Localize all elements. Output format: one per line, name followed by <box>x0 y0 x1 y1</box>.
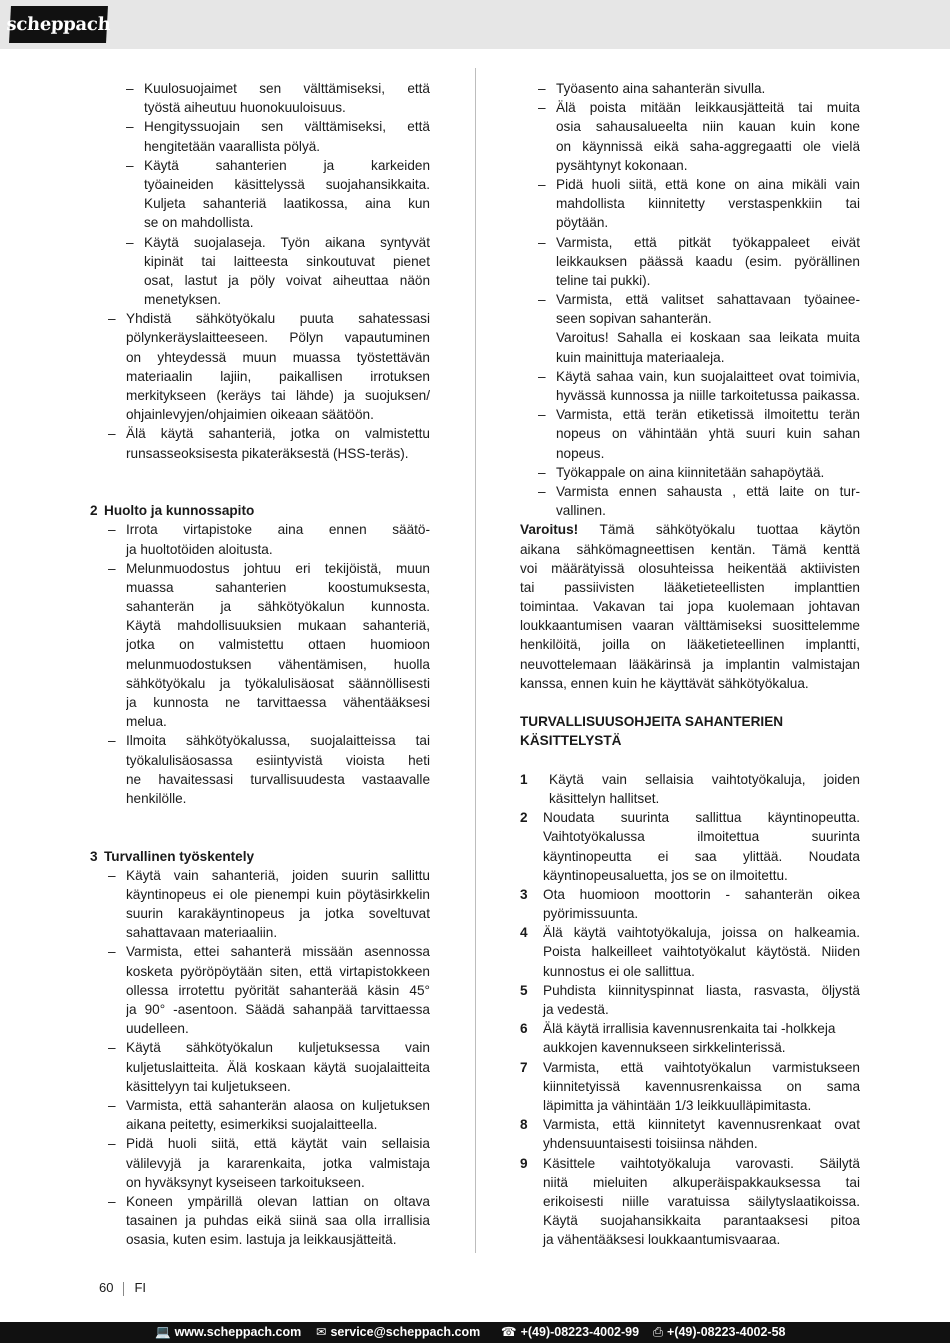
text-line <box>520 386 860 405</box>
text-line <box>520 252 860 271</box>
bullet-dash: – <box>108 522 116 538</box>
text-line <box>90 1154 430 1173</box>
text-line <box>520 1096 860 1115</box>
paragraph-text: Irrota virtapistoke aina ennen säätö- <box>126 522 430 538</box>
text-line <box>90 137 430 156</box>
text-line <box>520 175 860 194</box>
text-line <box>520 1211 860 1230</box>
text-line <box>520 942 860 961</box>
bullet-dash: – <box>108 733 116 749</box>
text-line <box>520 1173 860 1192</box>
website-link[interactable]: 💻 www.scheppach.com <box>155 1322 301 1343</box>
paragraph-text: Työkappale on aina kiinnitetään sahapöytää. <box>556 464 825 480</box>
paragraph-text: sahattavaan materiaaliin. <box>126 925 278 941</box>
paragraph-text: Varmista, ettei sahanterä missään asennossa <box>126 944 430 960</box>
paragraph-text: Varmista, että valitset sahattavaan työainee- <box>556 292 860 308</box>
text-line <box>90 1000 430 1019</box>
bullet-dash: – <box>108 867 116 883</box>
paragraph-text: Pidä huoli siitä, että kone on aina mikäli vain <box>556 176 860 192</box>
paragraph-text: työstä aiheutuu huonokuuloisuus. <box>144 100 346 116</box>
paragraph-text: läpimitta ja vähintään 1/3 leikkuulläpimitasta. <box>543 1097 812 1113</box>
text-line <box>520 233 860 252</box>
paragraph-text: loukkaantumisen vaaran välttämiseksi suosittelemme <box>520 618 860 634</box>
bullet-dash: – <box>108 311 116 327</box>
header-bar <box>0 0 950 49</box>
spacer <box>90 463 430 482</box>
spacer <box>90 482 430 501</box>
text-line <box>90 1211 430 1230</box>
paragraph-text: Käsittele vaihtotyökaluja varovasti. Säilytä <box>543 1155 860 1171</box>
text-line <box>90 444 430 463</box>
text-line <box>520 1154 860 1173</box>
paragraph-text: Älä poista mitään leikkausjätteitä tai muita <box>556 100 860 116</box>
paragraph-text: välilevyjä ja kararenkaita, jotka valmistaja <box>126 1155 430 1171</box>
text-line <box>520 137 860 156</box>
text-line <box>90 328 430 347</box>
text-line <box>90 616 430 635</box>
paragraph-text: pöytään. <box>556 215 609 231</box>
text-line <box>520 328 860 347</box>
paragraph-text: kuljetuslaitteita. Älä koskaan käytä suojalaitteita <box>126 1059 430 1075</box>
paragraph-text: Melunmuodostus johtuu eri tekijöistä, muun <box>126 560 430 576</box>
text-line <box>520 290 860 309</box>
text-line <box>520 904 860 923</box>
bullet-dash: – <box>538 292 546 308</box>
paragraph-text: pysähtynyt kokonaan. <box>556 157 688 173</box>
paragraph-text: ja vedestä. <box>543 1002 609 1017</box>
paragraph-text: Käytä suojahansikkaita parantaaksesi pitoa <box>543 1213 860 1229</box>
paragraph-text: neuvottelemaan lääkärinsä ja implantin valmistajan <box>520 656 860 672</box>
text-line <box>520 1077 860 1096</box>
bullet-dash: – <box>108 1193 116 1209</box>
text-line <box>90 348 430 367</box>
paragraph-text: seen sopivan sahanterän. <box>556 311 712 327</box>
paragraph-text: Varmista, että kiinnitetyt kavennusrenkaat ovat <box>543 1117 860 1133</box>
text-line <box>90 1058 430 1077</box>
text-line <box>520 463 860 482</box>
list-number: 1 <box>520 771 528 787</box>
list-number: 6 <box>520 1021 528 1037</box>
list-number: 5 <box>520 982 528 998</box>
page-number: 60 <box>99 1280 114 1295</box>
paragraph-text: uudelleen. <box>126 1021 189 1037</box>
paragraph-text: osat, lastut ja pöly voivat aiheuttaa näön <box>144 272 430 288</box>
text-line <box>90 1230 430 1249</box>
text-line <box>90 1077 430 1096</box>
paragraph-text: Käytä vain sahanteriä, joiden suurin sallittu <box>126 867 430 883</box>
paragraph-text: nopeus on vähintään yhtä suuri kuin sahan <box>556 426 860 442</box>
paragraph-text: suurin karakäyntinopeus ja jotka soveltuvat <box>126 906 430 922</box>
section-heading: Turvallinen työskentely <box>104 848 255 864</box>
paragraph-text: toimintaa. Vakavan tai jopa kuolemaan johtavan <box>520 599 860 615</box>
text-line <box>520 789 860 808</box>
text-line <box>90 1192 430 1211</box>
text-line <box>90 962 430 981</box>
paragraph-text: Älä käytä sahanteriä, jotka on valmistettu <box>126 426 430 442</box>
paragraph-text: on hyväksynyt kyseiseen tarkoitukseen. <box>126 1174 365 1190</box>
bullet-dash: – <box>108 1040 116 1056</box>
paragraph-text: Puhdista kiinnityspinnat liasta, rasvasta, öljystä <box>543 982 860 998</box>
paragraph-text: erikoisesti niille varatuissa säilytyslaatikoissa. <box>543 1193 860 1209</box>
text-line <box>520 866 860 885</box>
bullet-dash: – <box>538 368 546 384</box>
paragraph-text: Ilmoita sähkötyökalussa, suojalaitteissa tai <box>126 733 430 749</box>
paragraph-text: aukkojen kavennukseen sirkkelinterissä. <box>543 1040 786 1056</box>
paragraph-text: Hengityssuojain sen välttämiseksi, että <box>144 119 430 135</box>
paragraph-text: Käytä sahaa vain, kun suojalaitteet ovat toimivia, <box>556 368 860 384</box>
text-line <box>90 252 430 271</box>
text-line <box>90 79 430 98</box>
paragraph-text: käyntinopeutta ei saa ylittää. Noudata <box>543 848 860 864</box>
phone-icon: ☎ <box>501 1325 517 1339</box>
text-line <box>90 175 430 194</box>
paragraph-text: pyörimissuunta. <box>543 906 639 922</box>
text-line <box>90 693 430 712</box>
text-line <box>90 942 430 961</box>
paragraph-text: runsasseoksisesta pikateräksestä (HSS-teräs). <box>126 445 409 461</box>
paragraph-text: Käytä sahanterien ja karkeiden <box>144 157 430 173</box>
paragraph-text: käyntinopeus ei ole pienempi kuin pöytäsirkkelin <box>126 886 430 902</box>
paragraph-text: hengitetään vaarallista pölyä. <box>144 138 321 154</box>
paragraph-text: TURVALLISUUSOHJEITA SAHANTERIEN <box>520 714 784 730</box>
paragraph-text: Älä käytä irrallisia kavennusrenkaita tai -holkkeja <box>543 1021 836 1037</box>
text-line <box>90 885 430 904</box>
paragraph-text: Kuljeta sahanteriä laatikossa, aina kun <box>144 196 430 212</box>
text-line <box>520 367 860 386</box>
paragraph-text: käyntinopeusaluetta, jos se on ilmoitettu. <box>543 867 788 883</box>
text-line <box>520 559 860 578</box>
text-line <box>90 405 430 424</box>
text-line <box>520 827 860 846</box>
bullet-dash: – <box>538 483 546 499</box>
text-line <box>520 597 860 616</box>
paragraph-text: teline tai pukki). <box>556 272 651 288</box>
text-line <box>90 233 430 252</box>
text-line <box>90 1173 430 1192</box>
mail-icon: ✉ <box>316 1325 327 1339</box>
bullet-dash: – <box>538 100 546 116</box>
bullet-dash: – <box>126 119 134 135</box>
text-line <box>90 194 430 213</box>
text-line <box>90 731 430 750</box>
bullet-dash: – <box>108 426 116 442</box>
text-line <box>90 674 430 693</box>
bullet-dash: – <box>126 234 134 250</box>
paragraph-text: vallinen. <box>556 503 606 519</box>
scheppach-logo[interactable]: scheppach <box>9 6 108 43</box>
text-line <box>520 1192 860 1211</box>
paragraph-text: Kuulosuojaimet sen välttämiseksi, että <box>144 81 430 96</box>
text-line <box>520 962 860 981</box>
paragraph-text: sähkötyökalu ja työkalulisäosat säännöllisesti <box>126 675 430 691</box>
paragraph-text: kipinät tai laitteesta sinkoutuvat pienet <box>144 253 430 269</box>
paragraph-text: ja vähentääksesi loukkaantumisvaaraa. <box>543 1232 781 1248</box>
paragraph-text: ja huoltotöiden aloitusta. <box>126 541 273 557</box>
list-number: 2 <box>520 810 528 826</box>
text-line <box>90 751 430 770</box>
contact-bar <box>0 1322 950 1343</box>
text-line <box>90 367 430 386</box>
paragraph-text: ne havaitessasi turvallisuudesta vastaavalle <box>126 771 430 787</box>
paragraph-text: Varmista, että pitkät työkappaleet eivät <box>556 234 860 250</box>
column-divider <box>475 68 476 1253</box>
paragraph-text: ja 90° -asentoon. Säädä sahanpää tarvittaessa <box>126 1002 430 1017</box>
text-line <box>90 712 430 731</box>
text-line <box>90 1019 430 1038</box>
text-line <box>520 731 860 750</box>
text-line <box>520 1058 860 1077</box>
text-line <box>520 616 860 635</box>
paragraph-text <box>520 520 860 539</box>
computer-icon: 💻 <box>155 1325 171 1339</box>
section-heading: Huolto ja kunnossapito <box>104 503 255 519</box>
bullet-dash: – <box>108 1097 116 1113</box>
text-line <box>520 501 860 520</box>
paragraph-text: työaineiden käsittelyssä suojahansikkaita. <box>144 176 430 192</box>
paragraph-text: työkalulisäosassa esiintyvistä vioista heti <box>126 752 430 768</box>
text-line <box>90 98 430 117</box>
paragraph-text: Käytä mahdollisuuksien mukaan sahanteriä, <box>126 618 430 634</box>
paragraph-text: Varoitus! Sahalla ei koskaan saa leikata muita <box>556 330 860 346</box>
text-line <box>90 578 430 597</box>
text-line <box>520 1000 860 1019</box>
paragraph-text: Työasento aina sahanterän sivulla. <box>556 81 766 96</box>
text-line <box>520 424 860 443</box>
paragraph-text: muassa sahanterien koostumuksesta, <box>126 579 430 595</box>
paragraph-text: henkilölle. <box>126 790 187 806</box>
paragraph-text: nopeus. <box>556 445 605 461</box>
text-line <box>520 540 860 559</box>
text-line <box>520 79 860 98</box>
text-line <box>520 1038 860 1057</box>
paragraph-text: aikana peitetty, esimerkiksi suojalaitteella. <box>126 1117 378 1133</box>
text-line <box>520 405 860 424</box>
paragraph-text: niitä mieluiten alkuperäispakkauksessa tai <box>543 1174 860 1190</box>
bullet-dash: – <box>538 176 546 192</box>
paragraph-text: osia sahausalueelta niin kauan kuin kone <box>556 119 860 135</box>
paragraph-text: kiinnitetyissä kavennusrenkaissa on sama <box>543 1078 860 1094</box>
fax-number[interactable]: ⎙ +(49)-08223-4002-58 <box>653 1322 786 1343</box>
paragraph-text: kuin mainittuja materiaaleja. <box>556 349 725 365</box>
text-line <box>90 597 430 616</box>
paragraph-text: yhdensuuntaisesti toisiinsa nähden. <box>543 1136 758 1152</box>
paragraph-text: aikana sähkömagneettisen kentän. Tämä kenttä <box>520 541 860 557</box>
paragraph-text: Yhdistä sähkötyökalu puuta sahatessasi <box>126 311 430 327</box>
text-line <box>90 386 430 405</box>
text-line <box>520 213 860 232</box>
warning-text: Tämä sähkötyökalu tuottaa käytön <box>578 522 860 538</box>
paragraph-text: materiaalin lajiin, paikallisen irrotuksen <box>126 368 430 384</box>
warning-label: Varoitus! <box>520 522 579 538</box>
paragraph-text: menetyksen. <box>144 292 222 308</box>
paragraph-text: kanssa, ennen kuin he käyttävät sähkötyökalua. <box>520 675 809 691</box>
phone-number[interactable]: ☎ +(49)-08223-4002-99 <box>501 1322 639 1343</box>
paragraph-text: sahanterän ja sähkötyökalun kunnosta. <box>126 599 430 615</box>
paragraph-text: voi määrätyissä olosuhteissa heikentää aktiivisten <box>520 560 860 576</box>
list-number: 8 <box>520 1117 528 1133</box>
text-line <box>520 635 860 654</box>
text-line <box>90 117 430 136</box>
text-line <box>90 789 430 808</box>
text-line <box>520 348 860 367</box>
paragraph-text: Koneen ympärillä olevan lattian on oltava <box>126 1193 430 1209</box>
paragraph-text: käsittelyyn tai kuljetukseen. <box>126 1078 291 1094</box>
text-line <box>90 847 430 866</box>
text-line <box>520 309 860 328</box>
paragraph-text: Pidä huoli siitä, että käytät vain sellaisia <box>126 1136 430 1152</box>
spacer <box>520 751 860 770</box>
paragraph-text: jotka on valmistettu ottaen huomioon <box>126 637 430 653</box>
text-line <box>90 559 430 578</box>
text-line <box>90 1134 430 1153</box>
paragraph-text: tasainen ja puhdas eikä siinä saa olla irrallisia <box>126 1213 430 1229</box>
spacer <box>520 693 860 712</box>
text-line <box>90 309 430 328</box>
text-line <box>520 1115 860 1134</box>
text-line <box>520 1230 860 1249</box>
right-column <box>520 79 860 1249</box>
paragraph-text: kosketa pyöröpöytään siten, että virtapistokkeen <box>126 963 430 979</box>
list-number: 4 <box>520 925 528 941</box>
text-line <box>520 847 860 866</box>
bullet-dash: – <box>538 464 546 480</box>
text-line <box>520 770 860 789</box>
paragraph-text: Varmista, että terän etiketissä ilmoitettu terän <box>556 407 860 423</box>
paragraph-text: Käytä sähkötyökalun kuljetuksessa vain <box>126 1040 430 1056</box>
paragraph-text: pölynkeräyslaitteeseen. Pölyn vapautuminen <box>126 330 430 346</box>
text-line <box>520 520 860 539</box>
text-line <box>90 501 430 520</box>
page-footer <box>99 1280 146 1296</box>
text-line <box>90 213 430 232</box>
paragraph-text: hyvässä kunnossa ja niille tarkoitetussa paikassa. <box>556 388 860 403</box>
paragraph-text: Varmista, että sahanterän alaosa on kuljetuksen <box>126 1097 430 1113</box>
section-number: 2 <box>90 503 98 519</box>
text-line <box>90 866 430 885</box>
left-column <box>90 79 430 1249</box>
spacer <box>90 827 430 846</box>
paragraph-text: käsittelyn hallitset. <box>549 790 660 806</box>
paragraph-text: mahdollista kiinnitetty verstaspenkkiin tai <box>556 196 860 212</box>
footer-separator <box>123 1282 124 1296</box>
bullet-dash: – <box>538 407 546 423</box>
paragraph-text: on yhteydessä muun muassa työstettävän <box>126 349 430 365</box>
paragraph-text: Varmista ennen sahausta , että laite on tur- <box>556 483 860 499</box>
email-link[interactable]: ✉ service@scheppach.com <box>316 1322 480 1343</box>
text-line <box>520 981 860 1000</box>
bullet-dash: – <box>108 1136 116 1152</box>
list-number: 3 <box>520 886 528 902</box>
text-line <box>520 271 860 290</box>
paragraph-text: Poista halkeilleet vaihtotyökalut käytöstä. Niiden <box>543 944 860 960</box>
paragraph-text: Älä käytä vaihtotyökaluja, joissa on halkeamia. <box>543 925 860 941</box>
paragraph-text: Vaihtotyökalussa ilmoitettua suurinta <box>543 829 860 845</box>
bullet-dash: – <box>538 81 546 96</box>
paragraph-text: ohjainlevyjen/ohjaimien oikeaan säätöön. <box>126 407 374 423</box>
text-line <box>90 156 430 175</box>
paragraph-text: osasia, kuten esim. lastuja ja leikkausjätteitä. <box>126 1232 397 1248</box>
text-line <box>90 1115 430 1134</box>
bullet-dash: – <box>126 157 134 173</box>
paragraph-text: ollessa irrotettu pyörität sahanterää käsin 45° <box>126 982 430 998</box>
text-line <box>520 1019 860 1038</box>
bullet-dash: – <box>108 944 116 960</box>
paragraph-text: henkilöitä, joilla on lääketieteellinen implantti, <box>520 637 860 653</box>
text-line <box>520 156 860 175</box>
paragraph-text: Noudata suurinta sallittua käyntinopeutta. <box>543 810 860 826</box>
paragraph-text: Käytä vain sellaisia vaihtotyökaluja, joiden <box>549 771 860 787</box>
paragraph-text: leikkauksen päässä kaadu (esim. pyörällinen <box>556 253 860 269</box>
text-line <box>90 271 430 290</box>
fax-icon: ⎙ <box>653 1325 664 1339</box>
text-line <box>520 444 860 463</box>
paragraph-text: KÄSITTELYSTÄ <box>520 733 622 749</box>
paragraph-text: on käynnissä eikä saha-aggregaatti ole vielä <box>556 138 860 154</box>
text-line <box>90 1038 430 1057</box>
text-line <box>520 885 860 904</box>
list-number: 7 <box>520 1059 528 1075</box>
bullet-dash: – <box>538 234 546 250</box>
text-line <box>520 482 860 501</box>
text-line <box>90 981 430 1000</box>
text-line <box>90 904 430 923</box>
text-line <box>90 290 430 309</box>
text-line <box>520 808 860 827</box>
bullet-dash: – <box>108 560 116 576</box>
text-line <box>520 578 860 597</box>
paragraph-text: melunmuodostuksen vähentämisen, huolla <box>126 656 430 672</box>
text-line <box>90 655 430 674</box>
text-line <box>520 1134 860 1153</box>
spacer <box>90 808 430 827</box>
paragraph-text: merkitykseen (keräys tai lähde) ja suojuksen/ <box>126 388 430 403</box>
text-line <box>520 117 860 136</box>
text-line <box>520 655 860 674</box>
text-line <box>90 1096 430 1115</box>
text-line <box>90 540 430 559</box>
language-code: FI <box>134 1280 147 1295</box>
paragraph-text: se on mahdollista. <box>144 215 254 231</box>
text-line <box>90 923 430 942</box>
paragraph-text: Varmista, että vaihtotyökalun varmistukseen <box>543 1059 860 1075</box>
text-line <box>520 674 860 693</box>
text-line <box>520 194 860 213</box>
text-line <box>520 712 860 731</box>
text-line <box>520 923 860 942</box>
paragraph-text: ja kunnosta ne tarvittaessa vähentääksesi <box>126 695 430 710</box>
bullet-dash: – <box>126 81 134 96</box>
text-line <box>90 635 430 654</box>
paragraph-text: tai passiivisten lääketieteellisten implanttien <box>520 579 860 595</box>
paragraph-text: Ota huomioon moottorin - sahanterän oikea <box>543 886 860 902</box>
paragraph-text: melua. <box>126 714 167 730</box>
section-number: 3 <box>90 848 98 864</box>
text-line <box>90 520 430 539</box>
list-number: 9 <box>520 1155 528 1171</box>
paragraph-text: kunnostus ei ole sallittua. <box>543 963 695 979</box>
text-line <box>520 98 860 117</box>
text-line <box>90 424 430 443</box>
text-line <box>90 770 430 789</box>
paragraph-text: Käytä suojalaseja. Työn aikana syntyvät <box>144 234 430 250</box>
